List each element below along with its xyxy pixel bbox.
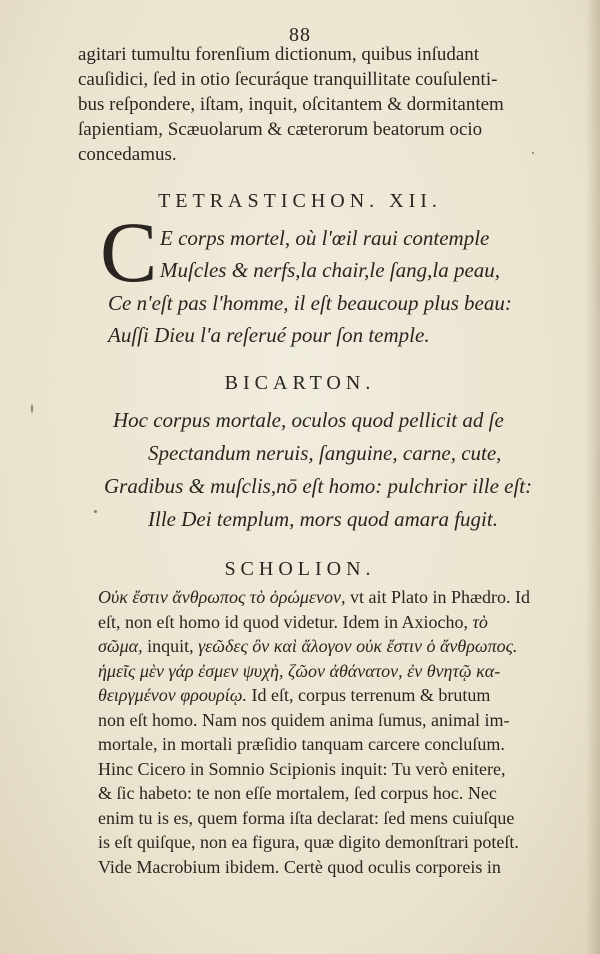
latin-text: vt ait Plato in Phædro. Id: [345, 587, 530, 607]
latin-text: Vide Macrobium ibidem. Certè quod oculis corporeis in: [98, 856, 501, 877]
page-number: 88: [289, 24, 311, 46]
text-line: [98, 634, 588, 659]
scholion-body: [98, 585, 588, 879]
ink-speck: [532, 152, 534, 154]
opening-paragraph: [78, 42, 568, 167]
text-line: [98, 610, 588, 635]
tetrastichon-heading: TETRASTICHON. XII.: [158, 190, 442, 212]
text-line: concedamus.: [78, 144, 177, 165]
greek-text: τὸ: [472, 611, 488, 632]
greek-text: γεῶδες ὂν καὶ ἄλογον οὐκ ἔστιν ὁ ἄνθρωπος.: [198, 636, 518, 656]
text-line: agitari tumultu forenſium dictionum, quibus inſudant: [78, 44, 480, 65]
text-line: [98, 659, 588, 684]
text-line: [98, 757, 588, 782]
text-line: [98, 830, 588, 855]
text-line: bus reſpondere, iſtam, inquit, oſcitantem & dormitantem: [78, 94, 504, 115]
bicarton-heading: BICARTON.: [224, 372, 376, 394]
text-line: [98, 732, 588, 757]
verse-line: Ille Dei templum, mors quod amara fugit.: [148, 507, 498, 531]
verse-line: Auſſi Dieu l'a reſerué pour ſon temple.: [108, 323, 430, 347]
greek-text: θειργμένον φρουρίῳ.: [98, 685, 247, 705]
verse-line: Ce n'eſt pas l'homme, il eſt beaucoup plus beau:: [108, 291, 512, 315]
text-line: [98, 585, 588, 610]
page-gutter-shadow: [586, 0, 600, 954]
latin-text: non eſt homo. Nam nos quidem anima ſumus, animal im-: [98, 709, 510, 730]
verse-line: Muſcles & nerfs,la chair,le ſang,la peau,: [160, 258, 501, 282]
latin-text: & ſic habeto: te non eſſe mortalem, ſed corpus hoc. Nec: [98, 783, 497, 803]
text-line: [98, 683, 588, 708]
latin-text: inquit,: [142, 636, 199, 656]
latin-text: mortale, in mortali præſidio tanquam carcere concluſum.: [98, 734, 505, 754]
verse-line: Spectandum neruis, ſanguine, carne, cute,: [148, 441, 502, 465]
latin-text: Hinc Cicero in Somnio Scipionis inquit: Tu verò enitere,: [98, 758, 506, 779]
latin-text: eſt, non eſt homo id quod videtur. Idem in Axiocho,: [98, 611, 473, 632]
latin-text: Id eſt, corpus terrenum & brutum: [246, 685, 491, 705]
text-line: [98, 855, 588, 880]
text-line: ſapientiam, Scæuolarum & cæterorum beatorum ocio: [78, 119, 483, 140]
scholion-heading: SCHOLION.: [224, 558, 376, 580]
latin-text: is eſt quiſque, non ea figura, quæ digito demonſtrari poteſt.: [98, 832, 519, 852]
verse-line: E corps mortel, où l'œil raui contemple: [160, 226, 490, 250]
verse-line: Hoc corpus mortale, oculos quod pellicit ad ſe: [113, 408, 504, 432]
verse-line: Gradibus & muſclis,nō eſt homo: pulchrior ille eſt:: [104, 474, 533, 498]
ink-speck: [31, 404, 33, 413]
text-line: [98, 781, 588, 806]
drop-cap: C: [100, 204, 158, 300]
greek-text: σῶμα,: [98, 636, 143, 656]
text-line: [98, 708, 588, 733]
text-line: cauſidici, ſed in otio ſecuráque tranquillitate couſulenti-: [78, 69, 498, 90]
latin-text: enim tu is es, quem forma iſta declarat: ſed mens cuiuſque: [98, 807, 515, 828]
greek-text: Οὐκ ἔστιν ἄνθρωπος τὸ ὁρώμενον,: [98, 587, 346, 607]
greek-text: ἡμεῖς μὲν γάρ ἐσμεν ψυχὴ, ζῶον ἀθάνατον, ἐν θνητῷ κα-: [98, 660, 501, 681]
ink-speck: [94, 510, 97, 513]
text-line: [98, 806, 588, 831]
